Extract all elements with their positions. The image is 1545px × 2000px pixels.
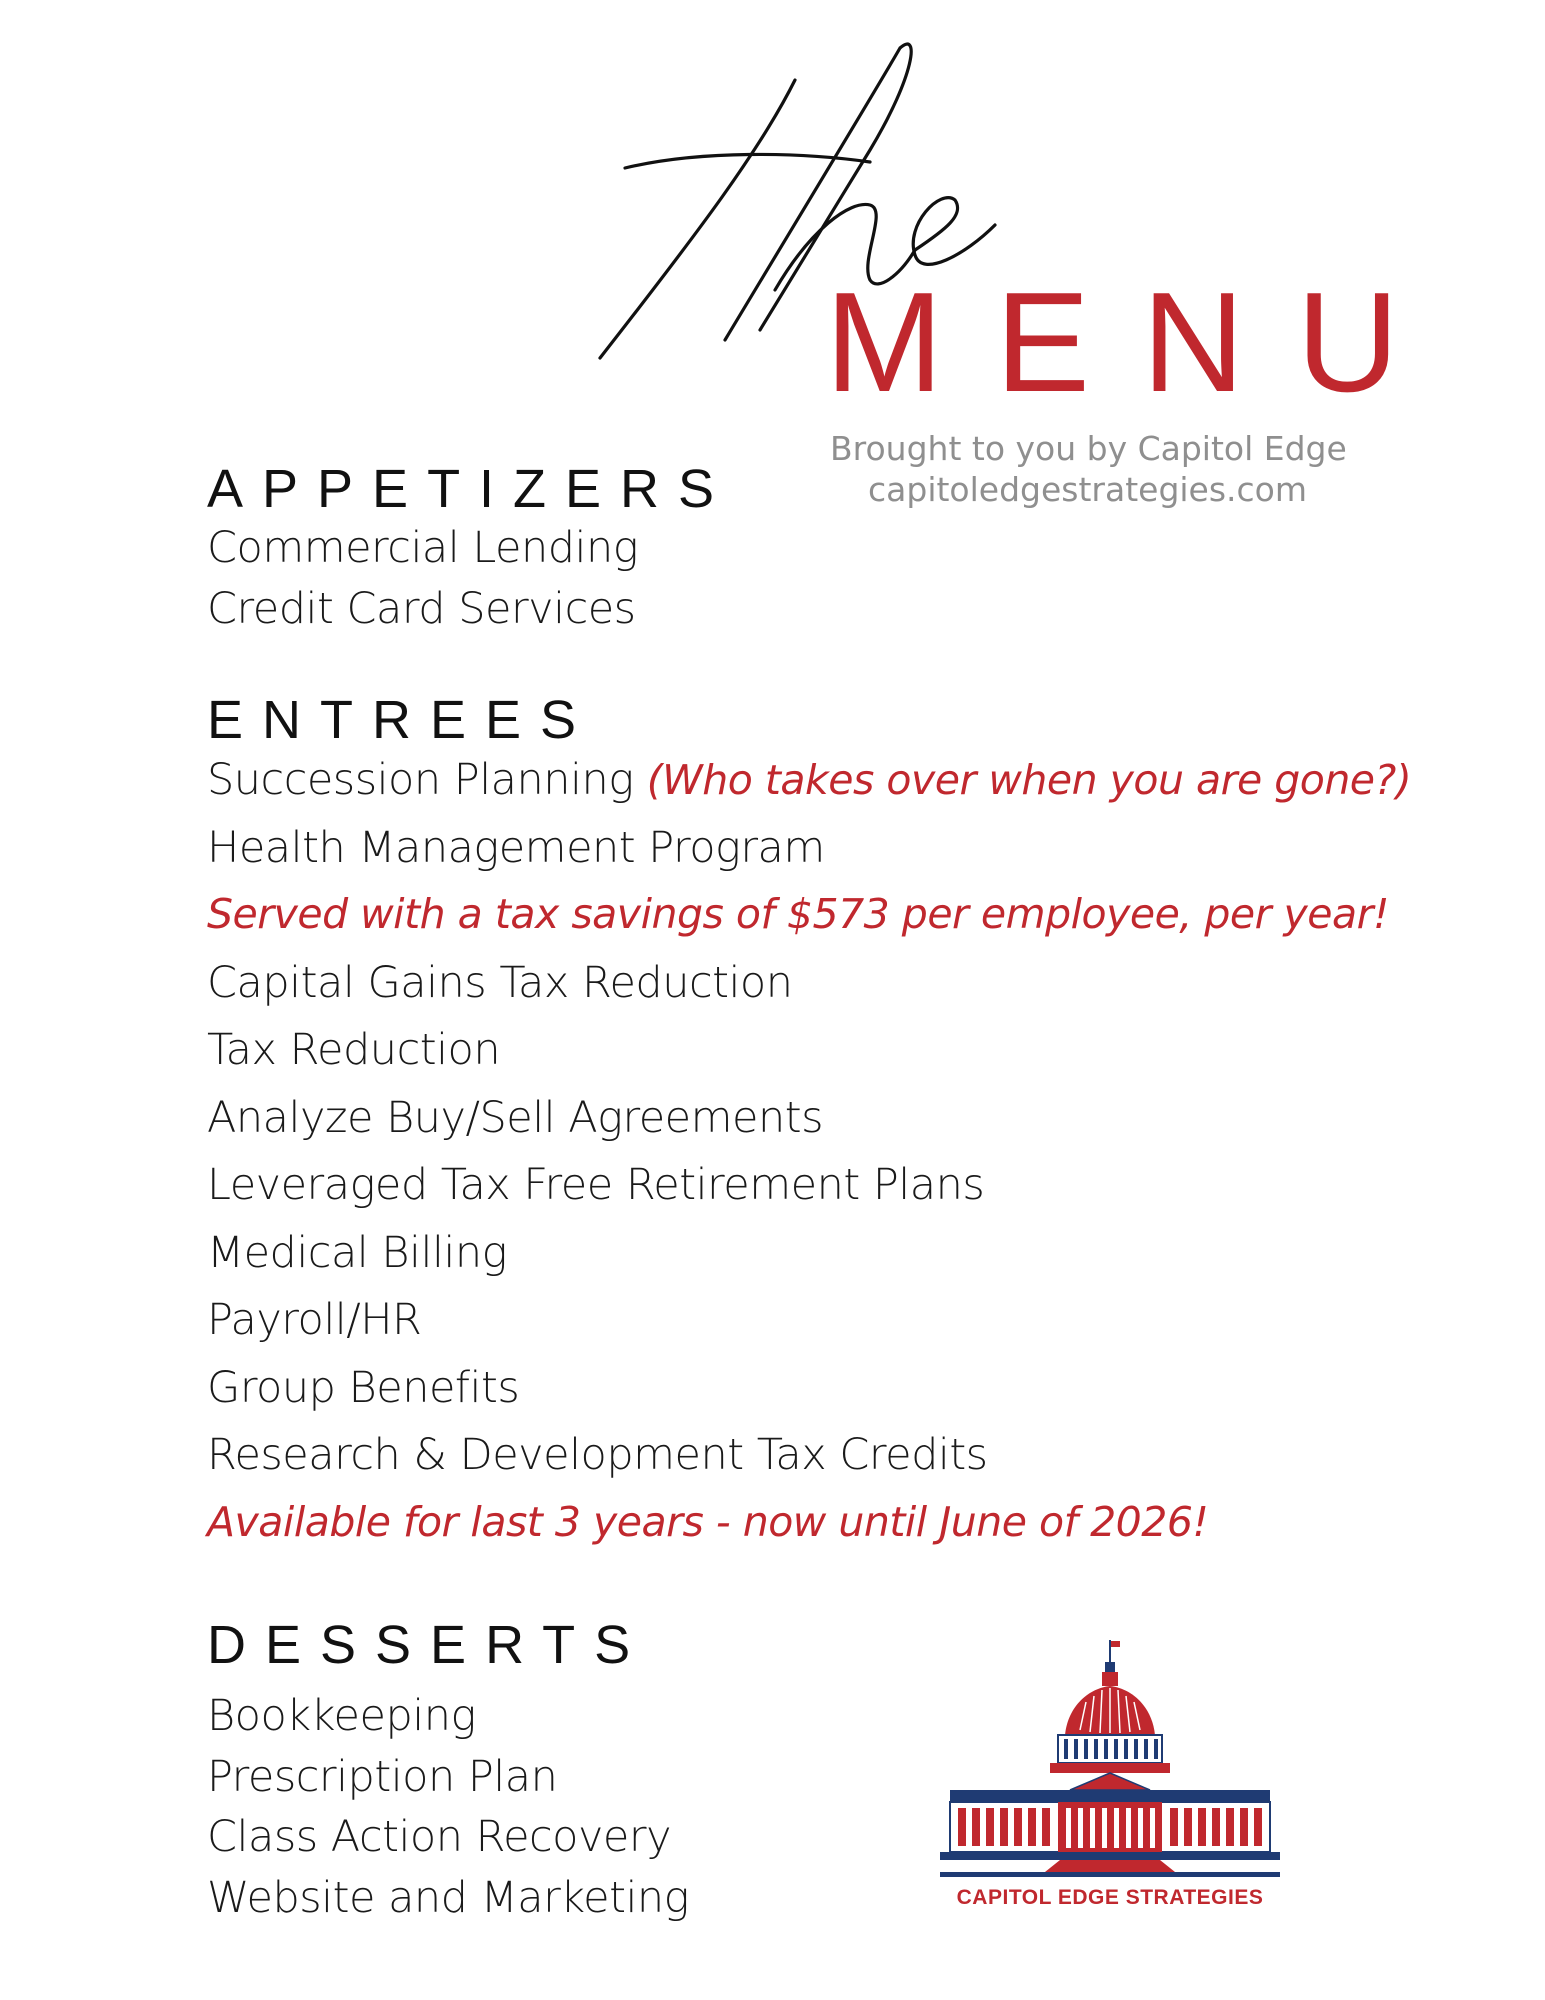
entree-item-health-management: Health Management Program bbox=[207, 822, 825, 873]
entree-item-rd-tax-credits: Research & Development Tax Credits bbox=[207, 1430, 988, 1480]
tagline-text: Brought to you by Capitol Edge bbox=[830, 429, 1347, 468]
rd-tax-credits-note: Available for last 3 years - now until June of 2026! bbox=[207, 1497, 1209, 1546]
appetizers-list bbox=[207, 523, 639, 649]
desserts-heading: DESSERTS bbox=[207, 1615, 650, 1675]
desserts-list bbox=[207, 1691, 689, 1937]
dessert-item-bookkeeping: Bookkeeping bbox=[207, 1691, 476, 1741]
succession-planning-label: Succession Planning bbox=[207, 755, 634, 805]
entree-item-succession-planning bbox=[207, 755, 1412, 827]
appetizer-item-credit-card-services: Credit Card Services bbox=[207, 584, 636, 634]
menu-title: MENU bbox=[825, 263, 1452, 422]
entrees-heading: ENTREES bbox=[207, 690, 596, 750]
entree-item-tax-reduction: Tax Reduction bbox=[207, 1025, 501, 1075]
entree-item-buy-sell: Analyze Buy/Sell Agreements bbox=[207, 1092, 823, 1143]
brought-by-block bbox=[830, 428, 1390, 511]
appetizers-heading: APPETIZERS bbox=[207, 459, 734, 519]
entrees-list bbox=[207, 755, 1412, 1569]
appetizer-item-commercial-lending: Commercial Lending bbox=[207, 523, 639, 573]
capitol-building-icon bbox=[940, 1640, 1280, 1880]
logo-wordmark: CAPITOL EDGE STRATEGIES bbox=[956, 1886, 1264, 1909]
capitol-edge-logo bbox=[940, 1640, 1280, 1920]
entree-item-medical-billing: Medical Billing bbox=[207, 1227, 507, 1278]
entree-item-payroll-hr: Payroll/HR bbox=[207, 1295, 422, 1345]
entree-item-capital-gains: Capital Gains Tax Reduction bbox=[207, 957, 793, 1008]
dessert-item-website-marketing: Website and Marketing bbox=[207, 1872, 689, 1923]
health-management-note: Served with a tax savings of $573 per employee, per year! bbox=[207, 890, 1389, 938]
succession-planning-note: (Who takes over when you are gone?) bbox=[646, 756, 1412, 804]
website-link[interactable]: capitoledgestrategies.com bbox=[868, 470, 1308, 510]
dessert-item-class-action: Class Action Recovery bbox=[207, 1812, 672, 1862]
entree-item-retirement-plans: Leveraged Tax Free Retirement Plans bbox=[207, 1160, 985, 1210]
entree-item-group-benefits: Group Benefits bbox=[207, 1362, 520, 1413]
dessert-item-prescription-plan: Prescription Plan bbox=[207, 1751, 558, 1802]
